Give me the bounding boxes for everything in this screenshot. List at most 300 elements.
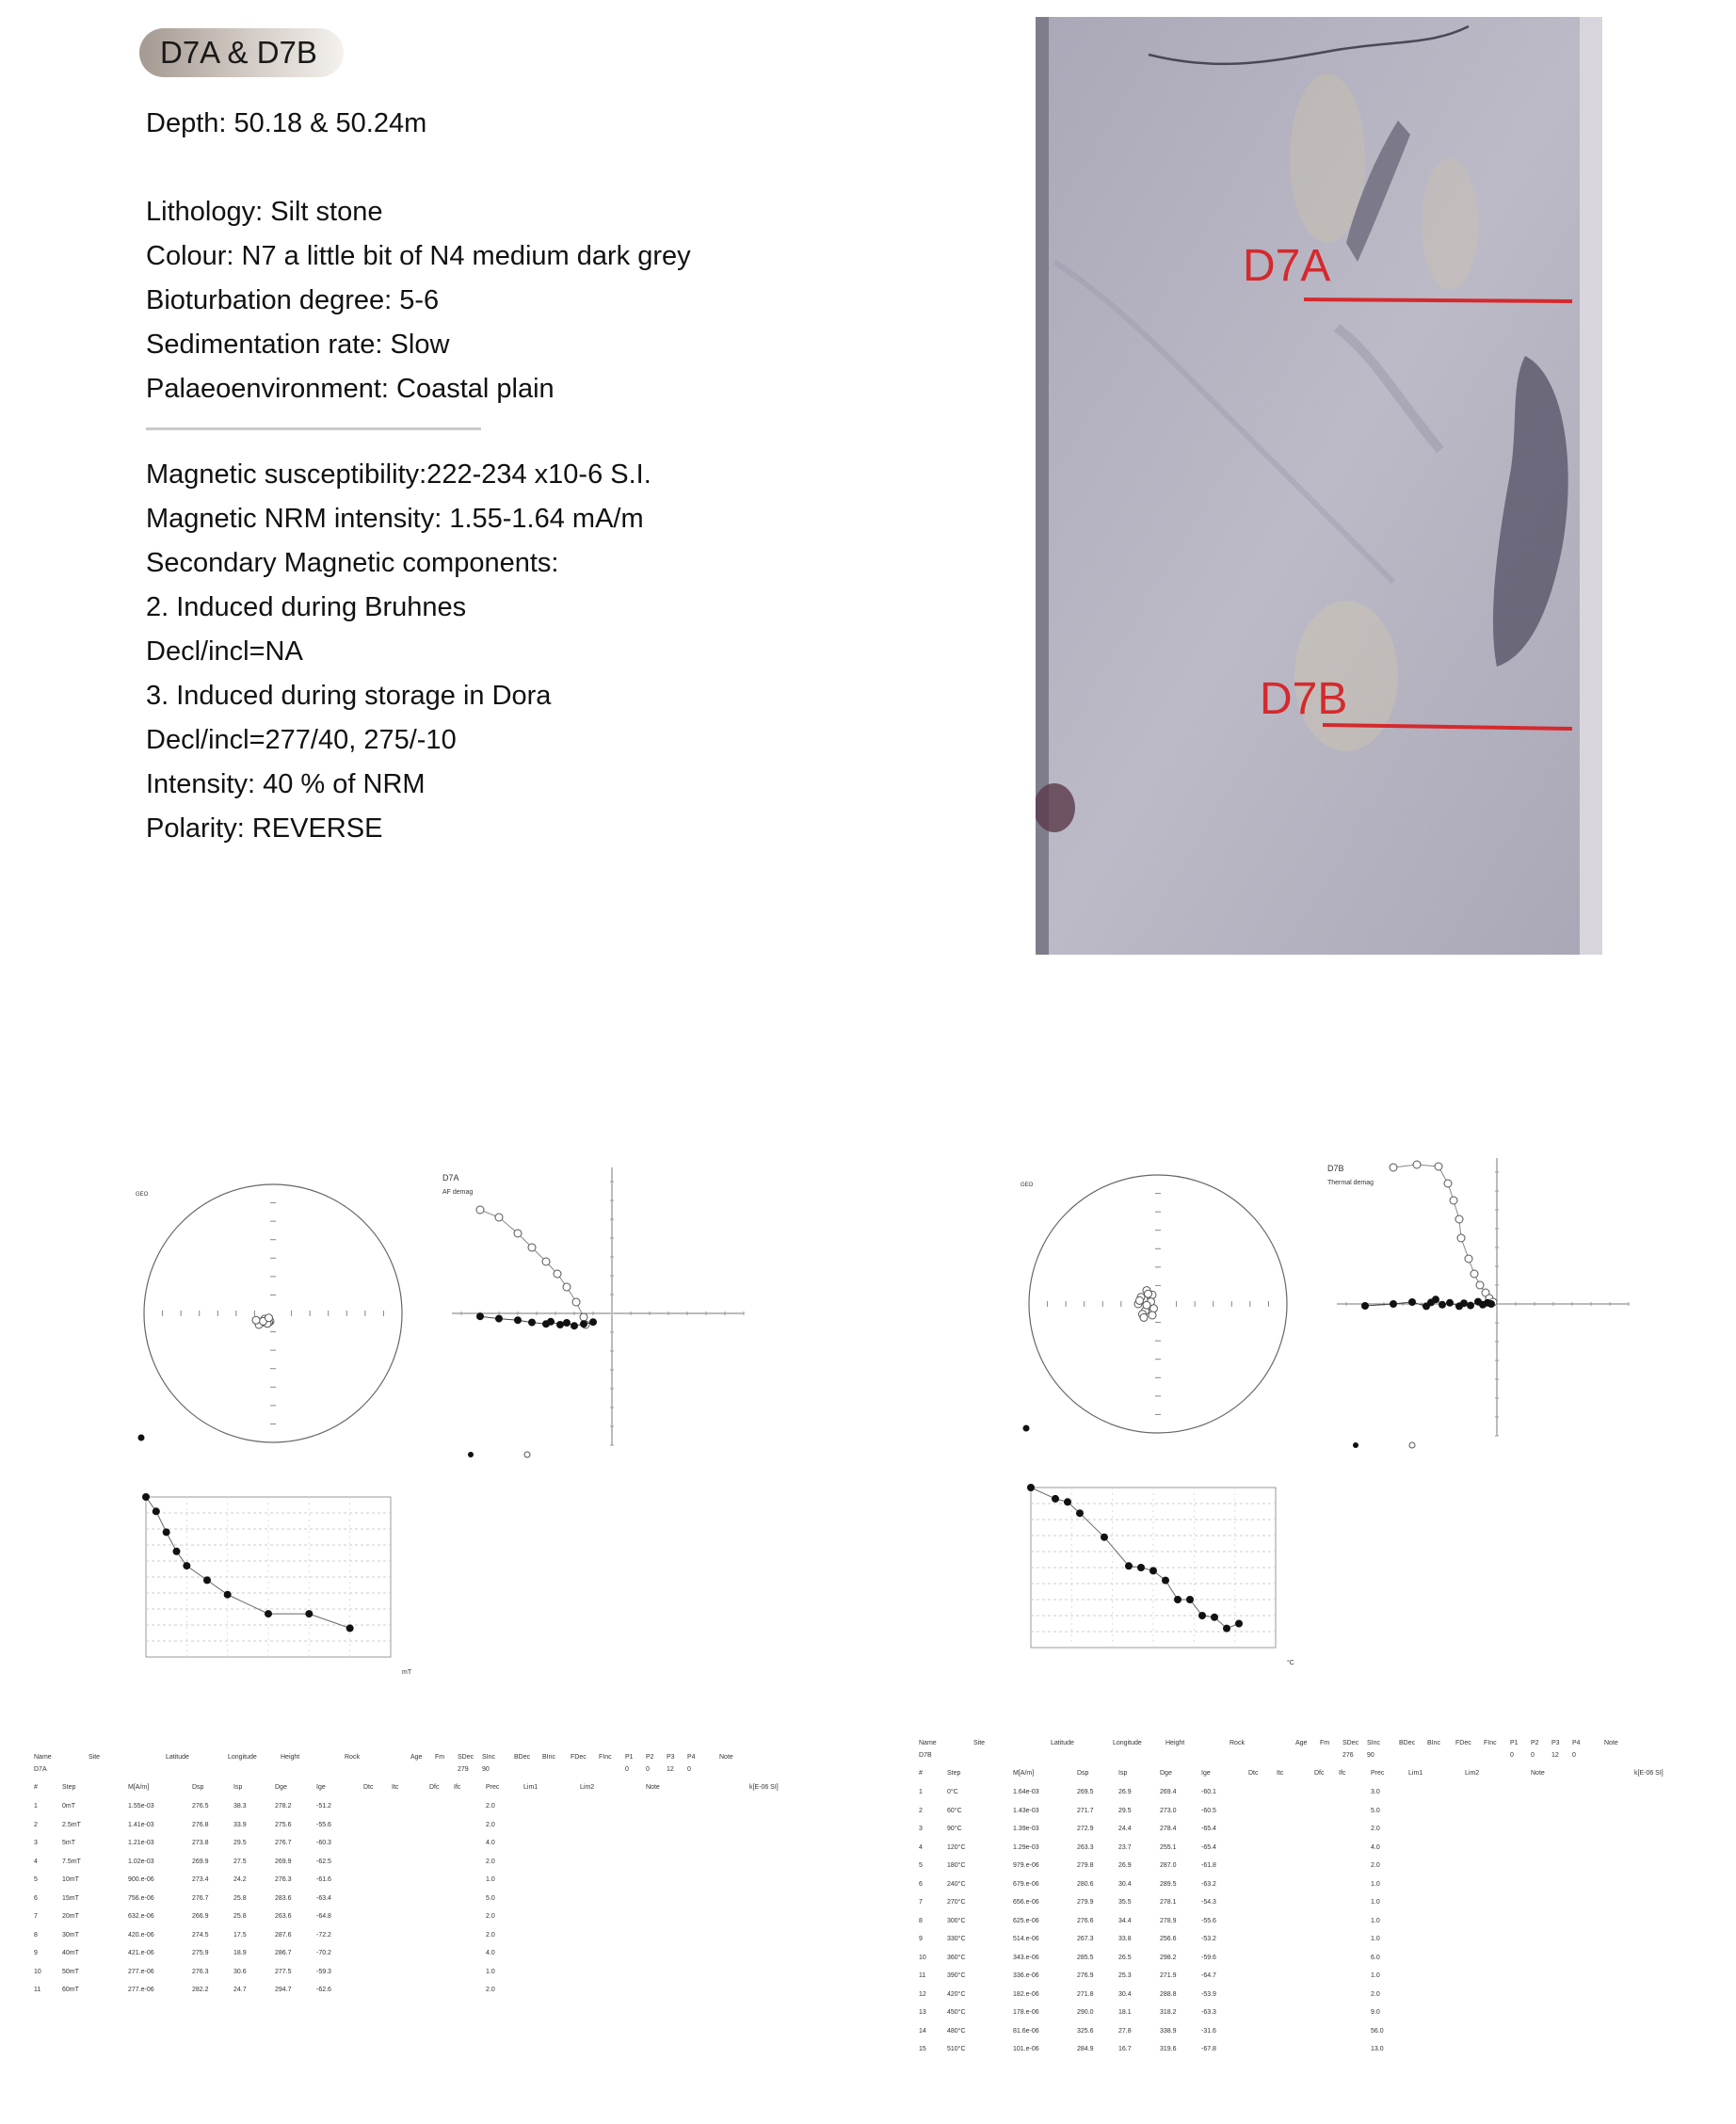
table-cell: Dsp: [1077, 1770, 1089, 1777]
table-cell: 1: [34, 1803, 38, 1810]
table-cell: 276.9: [1077, 1972, 1094, 1979]
stereonet-legend-dot: [1023, 1425, 1030, 1432]
zij-vertical-point: [563, 1283, 571, 1291]
table-cell: P4: [1572, 1740, 1581, 1746]
table-cell: 263.3: [1077, 1843, 1094, 1851]
table-name-row: [34, 1763, 825, 1776]
decay-point: [173, 1548, 181, 1555]
zij-horizontal-point: [495, 1315, 503, 1323]
sample-label-d7b: D7B: [1327, 1164, 1344, 1173]
stereonet-d7a: [136, 1184, 402, 1442]
table-cell: #: [34, 1784, 38, 1791]
demag-label-d7b: Thermal demag: [1327, 1180, 1374, 1186]
table-cell: 7: [919, 1899, 923, 1906]
table-cell: 514.e-06: [1013, 1936, 1039, 1942]
table-cell: 182.e-06: [1013, 1990, 1039, 1998]
table-cell: 14: [919, 2027, 926, 2035]
table-cell: 12: [1551, 1752, 1559, 1759]
table-cell: 1.29e-03: [1013, 1843, 1039, 1851]
table-column-header: [34, 1781, 825, 1794]
table-cell: Name: [919, 1740, 937, 1746]
table-row: [919, 2043, 1710, 2055]
table-cell: Dtc: [363, 1784, 374, 1791]
table-cell: 1.41e-03: [128, 1821, 154, 1828]
table-row: [919, 2006, 1710, 2019]
decay-point: [305, 1610, 313, 1617]
decay-point: [1174, 1596, 1181, 1603]
table-cell: 180°C: [947, 1862, 966, 1869]
table-cell: 294.7: [275, 1987, 292, 1993]
table-cell: 283.6: [275, 1894, 292, 1902]
stereonet-point: [252, 1316, 260, 1324]
bruhnes-component-text: 2. Induced during Bruhnes: [146, 592, 467, 622]
table-cell: -64.8: [316, 1913, 331, 1920]
table-cell: 282.2: [192, 1987, 209, 1993]
zij-legend-dot: [524, 1452, 530, 1457]
table-cell: 271.7: [1077, 1807, 1094, 1814]
table-cell: 178.e-06: [1013, 2009, 1039, 2016]
table-cell: 90°C: [947, 1826, 962, 1832]
table-cell: 271.9: [1160, 1972, 1177, 1979]
table-cell: Lim2: [580, 1784, 595, 1791]
table-cell: Dge: [275, 1784, 287, 1791]
table-cell: -54.3: [1201, 1899, 1216, 1906]
table-cell: 25.8: [233, 1913, 247, 1920]
table-cell: Latitude: [1051, 1740, 1074, 1746]
table-cell: 278.2: [275, 1803, 292, 1810]
stereonet-circle: [144, 1184, 402, 1442]
table-cell: -61.8: [1201, 1862, 1216, 1869]
zij-legend-dot: [1353, 1442, 1358, 1448]
table-cell: 330°C: [947, 1936, 966, 1942]
zij-vertical-point: [1450, 1197, 1457, 1204]
table-cell: SDec: [1342, 1740, 1359, 1746]
table-cell: Ige: [1201, 1770, 1211, 1777]
decay-line: [1031, 1488, 1239, 1629]
table-cell: 298.2: [1160, 1954, 1177, 1961]
stereonet-circle: [1029, 1175, 1287, 1433]
table-cell: 1.21e-03: [128, 1840, 154, 1846]
stereonet-point: [1140, 1313, 1148, 1321]
table-cell: Rock: [345, 1754, 360, 1761]
table-cell: 20mT: [62, 1913, 79, 1920]
table-cell: 3.0: [1371, 1789, 1380, 1795]
table-cell: Dtc: [1248, 1770, 1259, 1777]
zij-vertical-point: [1435, 1163, 1442, 1170]
table-cell: 2.0: [486, 1803, 495, 1810]
table-cell: 33.8: [1118, 1936, 1132, 1942]
zij-vertical-point: [554, 1270, 561, 1278]
table-cell: 263.6: [275, 1913, 292, 1920]
bioturbation-text: Bioturbation degree: 5-6: [146, 285, 440, 315]
zij-horizontal-point: [571, 1322, 578, 1329]
table-cell: -59.3: [316, 1968, 331, 1975]
table-cell: 1.0: [1371, 1880, 1380, 1888]
table-cell: -51.2: [316, 1803, 331, 1810]
decay-point: [1137, 1564, 1145, 1571]
table-cell: 343.e-06: [1013, 1954, 1039, 1961]
stereonet-point: [265, 1314, 273, 1322]
table-cell: 8: [34, 1931, 38, 1939]
table-cell: 56.0: [1371, 2027, 1384, 2035]
decay-unit: mT: [402, 1669, 412, 1676]
table-cell: 0: [1572, 1752, 1576, 1759]
zij-vertical-point: [1390, 1164, 1397, 1171]
table-row: [34, 1856, 825, 1868]
table-cell: 5mT: [62, 1840, 75, 1846]
table-cell: 1.43e-03: [1013, 1807, 1039, 1814]
table-name-row: [919, 1749, 1710, 1762]
table-cell: P4: [687, 1754, 696, 1761]
table-cell: 1.0: [1371, 1972, 1380, 1979]
table-cell: Prec: [1371, 1770, 1385, 1777]
table-row: [919, 1805, 1710, 1817]
table-cell: -67.8: [1201, 2046, 1216, 2052]
decay-point: [346, 1624, 354, 1632]
table-cell: 276.7: [192, 1894, 209, 1902]
table-row: [34, 1837, 825, 1849]
table-cell: Note: [1604, 1740, 1618, 1746]
table-cell: Site: [88, 1754, 101, 1761]
table-cell: Ifc: [454, 1784, 461, 1791]
table-row: [34, 1947, 825, 1959]
table-cell: BInc: [1427, 1740, 1441, 1746]
table-cell: 15mT: [62, 1894, 79, 1902]
table-cell: Itc: [1277, 1770, 1284, 1777]
zij-horizontal-point: [1460, 1299, 1468, 1307]
table-cell: Longitude: [228, 1754, 257, 1761]
mag-susceptibility-text: Magnetic susceptibility:222-234 x10-6 S.I.: [146, 459, 651, 490]
table-cell: Age: [1295, 1740, 1308, 1746]
label-d7a: D7A: [1243, 241, 1331, 291]
colour-text: Colour: N7 a little bit of N4 medium dark grey: [146, 241, 691, 271]
table-cell: -55.6: [1201, 1917, 1216, 1924]
table-cell: 287.0: [1160, 1862, 1177, 1869]
table-cell: 279.8: [1077, 1862, 1094, 1869]
table-cell: 30.4: [1118, 1990, 1132, 1998]
figure-d7b: [1017, 1149, 1732, 1676]
table-cell: 5.0: [486, 1894, 495, 1902]
label-d7b: D7B: [1260, 674, 1348, 724]
table-cell: 276.5: [192, 1803, 209, 1810]
table-cell: 10: [919, 1954, 926, 1961]
table-cell: -62.5: [316, 1858, 331, 1865]
table-cell: 4: [34, 1858, 38, 1865]
table-cell: 5: [34, 1876, 38, 1883]
table-cell: P2: [1531, 1740, 1539, 1746]
zij-legend-dot: [1409, 1442, 1415, 1448]
table-row: [919, 1988, 1710, 2001]
table-cell: Ifc: [1339, 1770, 1346, 1777]
zij-horizontal-point: [563, 1319, 571, 1327]
table-cell: 0: [625, 1766, 629, 1773]
table-cell: 269.9: [192, 1858, 209, 1865]
table-cell: 2.0: [1371, 1990, 1380, 1998]
nrm-intensity-text: Magnetic NRM intensity: 1.55-1.64 mA/m: [146, 504, 644, 534]
table-cell: 900.e-06: [128, 1876, 154, 1883]
table-cell: 271.8: [1077, 1990, 1094, 1998]
table-cell: -63.4: [316, 1894, 331, 1902]
zij-vertical-point: [1471, 1270, 1478, 1278]
table-cell: 285.5: [1077, 1954, 1094, 1961]
table-cell: 0mT: [62, 1803, 75, 1810]
table-cell: -59.6: [1201, 1954, 1216, 1961]
stereonet-point: [1143, 1301, 1150, 1309]
table-cell: 269.5: [1077, 1789, 1094, 1795]
intensity-text: Intensity: 40 % of NRM: [146, 769, 426, 799]
table-cell: 34.4: [1118, 1917, 1132, 1924]
table-cell: Site: [973, 1740, 986, 1746]
decay-line: [146, 1497, 350, 1628]
zij-vertical-point: [580, 1313, 587, 1321]
table-cell: 979.e-06: [1013, 1862, 1039, 1869]
table-cell: P3: [667, 1754, 675, 1761]
table-cell: -63.3: [1201, 2009, 1216, 2016]
table-header: [919, 1737, 1710, 1749]
table-cell: -31.6: [1201, 2027, 1216, 2035]
table-cell: Rock: [1230, 1740, 1245, 1746]
table-cell: FInc: [1484, 1740, 1497, 1746]
sample-title: D7A & D7B: [139, 28, 344, 77]
table-row: [919, 1842, 1710, 1854]
table-cell: 90: [1367, 1752, 1374, 1759]
sample-label-d7a: D7A: [442, 1173, 459, 1183]
table-cell: 10mT: [62, 1876, 79, 1883]
decay-point: [1223, 1625, 1230, 1633]
table-cell: 625.e-06: [1013, 1917, 1039, 1924]
figure-d7a: [132, 1158, 847, 1685]
table-cell: 420°C: [947, 1990, 966, 1998]
zij-horizontal-point: [514, 1316, 522, 1324]
table-cell: 480°C: [947, 2027, 966, 2035]
table-cell: 277.e-06: [128, 1968, 154, 1975]
table-cell: 13.0: [1371, 2046, 1384, 2052]
table-cell: 50mT: [62, 1968, 79, 1975]
table-cell: 275.9: [192, 1950, 209, 1956]
table-row: [34, 1874, 825, 1886]
stereonet-label: GEO: [1021, 1183, 1034, 1188]
zij-vertical-point: [495, 1214, 503, 1221]
table-cell: 0: [687, 1766, 691, 1773]
zij-horizontal-point: [1446, 1299, 1454, 1307]
table-cell: 0: [646, 1766, 650, 1773]
table-cell: 632.e-06: [128, 1913, 154, 1920]
table-cell: 0°C: [947, 1789, 958, 1795]
table-cell: 273.0: [1160, 1807, 1177, 1814]
table-cell: 9.0: [1371, 2009, 1380, 2016]
decay-plot-d7b: [1027, 1484, 1294, 1666]
table-row: [919, 2025, 1710, 2037]
decl-incl-1-text: Decl/incl=NA: [146, 636, 303, 667]
table-cell: 27.8: [1118, 2027, 1132, 2035]
table-cell: 279: [458, 1766, 469, 1773]
table-cell: Step: [62, 1784, 76, 1791]
table-cell: -60.1: [1201, 1789, 1216, 1795]
zijderveld-d7a: [452, 1167, 744, 1457]
table-cell: 273.4: [192, 1876, 209, 1883]
table-cell: SInc: [482, 1754, 496, 1761]
table-cell: 26.9: [1118, 1862, 1132, 1869]
table-cell: FDec: [1455, 1740, 1471, 1746]
table-cell: 1.02e-03: [128, 1858, 154, 1865]
decay-point: [1027, 1484, 1035, 1491]
decay-point: [1162, 1577, 1169, 1585]
table-cell: P3: [1551, 1740, 1560, 1746]
table-cell: 276.3: [275, 1876, 292, 1883]
demag-label-d7a: AF demag: [442, 1189, 474, 1196]
table-cell: 1.0: [1371, 1936, 1380, 1942]
zij-horizontal-point: [1361, 1302, 1369, 1310]
table-cell: 23.7: [1118, 1843, 1132, 1851]
zij-horizontal-point: [589, 1318, 597, 1326]
table-cell: 24.4: [1118, 1826, 1132, 1832]
table-cell: 2.0: [486, 1931, 495, 1939]
table-cell: 11: [919, 1972, 926, 1979]
table-cell: Lim2: [1465, 1770, 1480, 1777]
table-cell: 270°C: [947, 1899, 966, 1906]
core-photo: [1036, 17, 1602, 955]
divider: [146, 427, 481, 430]
decay-point: [1076, 1509, 1084, 1517]
table-row: [919, 1896, 1710, 1908]
table-row: [919, 1952, 1710, 1964]
table-cell: 8: [919, 1917, 923, 1924]
table-cell: 267.3: [1077, 1936, 1094, 1942]
table-cell: 266.9: [192, 1913, 209, 1920]
zij-vertical-line: [480, 1210, 586, 1325]
table-cell: D7A: [34, 1766, 47, 1773]
table-cell: 12: [919, 1990, 926, 1998]
table-cell: 289.5: [1160, 1880, 1177, 1888]
table-cell: 4.0: [486, 1840, 495, 1846]
table-cell: 277.5: [275, 1968, 292, 1975]
table-cell: D7B: [919, 1752, 932, 1759]
table-cell: 2.0: [486, 1913, 495, 1920]
table-cell: 60°C: [947, 1807, 962, 1814]
table-cell: 276.6: [1077, 1917, 1094, 1924]
sedimentation-text: Sedimentation rate: Slow: [146, 330, 450, 360]
table-cell: 421.e-06: [128, 1950, 154, 1956]
storage-component-text: 3. Induced during storage in Dora: [146, 681, 552, 711]
table-cell: 256.6: [1160, 1936, 1177, 1942]
table-cell: k[E-06 SI]: [749, 1784, 779, 1791]
table-cell: 338.9: [1160, 2027, 1177, 2035]
table-cell: 290.0: [1077, 2009, 1094, 2016]
table-row: [919, 1786, 1710, 1798]
table-cell: Longitude: [1113, 1740, 1142, 1746]
table-cell: 10: [34, 1968, 41, 1975]
table-header: [34, 1751, 825, 1763]
table-cell: 4.0: [486, 1950, 495, 1956]
table-cell: -60.3: [316, 1840, 331, 1846]
table-cell: 12: [667, 1766, 674, 1773]
table-cell: Isp: [233, 1784, 243, 1791]
table-cell: 2.5mT: [62, 1821, 81, 1828]
decay-point: [153, 1507, 160, 1515]
table-cell: 0: [1531, 1752, 1535, 1759]
secondary-components-text: Secondary Magnetic components:: [146, 548, 559, 578]
zij-horizontal-point: [1467, 1302, 1474, 1310]
table-cell: 0: [1510, 1752, 1514, 1759]
table-cell: 2: [919, 1807, 923, 1814]
table-cell: 6: [919, 1880, 923, 1888]
decay-point: [1101, 1534, 1108, 1541]
stereonet-label: GEO: [136, 1192, 149, 1198]
table-cell: -53.9: [1201, 1990, 1216, 1998]
table-cell: 40mT: [62, 1950, 79, 1956]
decay-plot-d7a: [142, 1493, 412, 1676]
table-cell: 27.5: [233, 1858, 247, 1865]
decay-point: [183, 1562, 190, 1569]
table-cell: 1.64e-03: [1013, 1789, 1039, 1795]
table-cell: 679.e-06: [1013, 1880, 1039, 1888]
zij-horizontal-point: [1439, 1301, 1446, 1309]
table-cell: 336.e-06: [1013, 1972, 1039, 1979]
table-row: [34, 1892, 825, 1905]
decl-incl-2-text: Decl/incl=277/40, 275/-10: [146, 725, 457, 755]
table-cell: 2.0: [1371, 1862, 1380, 1869]
table-cell: -62.6: [316, 1987, 331, 1993]
table-cell: 269.9: [275, 1858, 292, 1865]
table-cell: 280.6: [1077, 1880, 1094, 1888]
table-cell: 240°C: [947, 1880, 966, 1888]
table-cell: M[A/m]: [128, 1784, 150, 1791]
decay-point: [1186, 1596, 1194, 1603]
lithology-text: Lithology: Silt stone: [146, 197, 383, 227]
zij-vertical-point: [1413, 1161, 1421, 1168]
table-cell: 420.e-06: [128, 1931, 154, 1939]
table-cell: 11: [34, 1987, 41, 1993]
table-cell: 2: [34, 1821, 38, 1828]
zij-vertical-point: [528, 1244, 536, 1251]
zij-vertical-point: [476, 1206, 484, 1214]
table-cell: 24.2: [233, 1876, 247, 1883]
table-cell: BDec: [1399, 1740, 1416, 1746]
table-cell: 26.5: [1118, 1954, 1132, 1961]
zij-vertical-point: [514, 1230, 522, 1237]
table-cell: 24.7: [233, 1987, 247, 1993]
zij-vertical-point: [1455, 1215, 1463, 1223]
table-cell: P1: [1510, 1740, 1519, 1746]
stereonet-point: [1145, 1290, 1152, 1297]
table-cell: 29.5: [1118, 1807, 1132, 1814]
decay-point: [1211, 1614, 1218, 1621]
table-cell: -53.2: [1201, 1936, 1216, 1942]
table-cell: Note: [1531, 1770, 1545, 1777]
zij-horizontal-point: [476, 1312, 484, 1320]
table-cell: 277.e-06: [128, 1987, 154, 1993]
table-cell: -60.5: [1201, 1807, 1216, 1814]
table-cell: Lim1: [1408, 1770, 1423, 1777]
table-cell: M[A/m]: [1013, 1770, 1035, 1777]
table-cell: 2.0: [486, 1987, 495, 1993]
decay-point: [203, 1576, 211, 1584]
table-cell: 276.8: [192, 1821, 209, 1828]
table-cell: 390°C: [947, 1972, 966, 1979]
table-cell: 60mT: [62, 1987, 79, 1993]
table-cell: 278.1: [1160, 1899, 1177, 1906]
table-cell: 5: [919, 1862, 923, 1869]
stereonet-point: [1150, 1305, 1158, 1312]
table-cell: 2.0: [486, 1821, 495, 1828]
table-cell: 1.0: [1371, 1899, 1380, 1906]
table-cell: 274.5: [192, 1931, 209, 1939]
table-cell: 1.0: [486, 1968, 495, 1975]
zij-horizontal-point: [580, 1320, 587, 1328]
table-row: [919, 1933, 1710, 1945]
table-cell: 29.5: [233, 1840, 247, 1846]
polarity-text: Polarity: REVERSE: [146, 813, 383, 844]
